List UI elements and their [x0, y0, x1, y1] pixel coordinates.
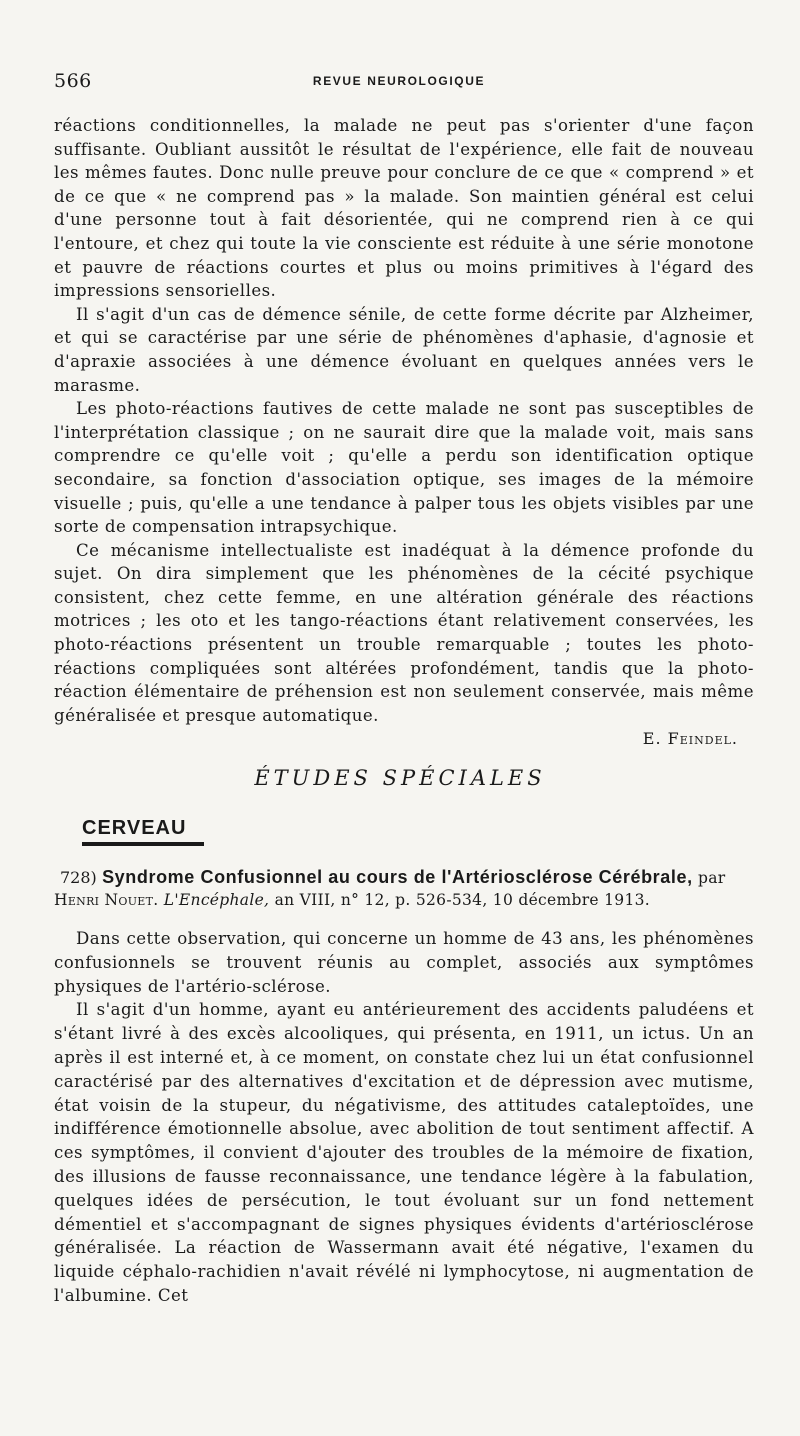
entry-journal: L'Encéphale, — [163, 891, 270, 909]
entry-author: Henri Nouet. — [54, 891, 159, 909]
entry-citation: an VIII, n° 12, p. 526-534, 10 décembre 1913. — [274, 891, 651, 909]
entry-body — [54, 927, 754, 1308]
entry-title: Syndrome Confusionnel au cours de l'Artériosclérose Cérébrale, — [102, 867, 693, 887]
abstract-entry — [54, 866, 754, 1308]
paragraph: Dans cette observation, qui concerne un homme de 43 ans, les phénomènes confusionnels se trouvent réunis au complet, associés aux symptômes physiques de l'artério-sclérose. — [54, 929, 754, 996]
running-title: REVUE NEUROLOGIQUE — [312, 74, 486, 88]
subsection-underline — [82, 842, 204, 846]
paragraph: Ce mécanisme intellectualiste est inadéquat à la démence profonde du sujet. On dira simplement que les phénomènes de la cécité psychique consistent, chez cette femme, en une altération générale des réactions motrices ; les oto et les tango-réactions étant relativement conservées, les photo-réactions présentent un trouble remarquable ; toutes les photo-réactions compliquées sont altérées profondément, tandis que la photo-réaction élémentaire de préhension est non seulement conservée, mais même généralisée et presque automatique. — [54, 540, 754, 725]
subsection-heading: CERVEAU — [82, 817, 187, 839]
paragraph: Il s'agit d'un homme, ayant eu antérieurement des accidents paludéens et s'étant livré à des excès alcooliques, qui présenta, en 1911, un ictus. Un an après il est interné et, à ce moment, on constate chez lui un état confusionnel caractérisé par des alternatives d'excitation et de dépression avec mutisme, état voisin de la stupeur, du négativisme, des attitudes cataleptoïdes, une indifférence émotionnelle absolue, avec abolition de tout sentiment affectif. A ces symptômes, il convient d'ajouter des troubles de la mémoire de fixation, des illusions de fausse reconnaissance, une tendance légère à la fabulation, quelques idées de persécution, le tout évoluant sur un fond nettement démentiel et s'accompagnant de signes physiques évidents d'artériosclérose généralisée. La réaction de Wassermann avait été négative, l'examen du liquide céphalo-rachidien n'avait révélé ni lymphocytose, ni augmentation de l'albumine. Cet — [54, 1000, 754, 1305]
section-heading: ÉTUDES SPÉCIALES — [254, 766, 546, 790]
citation-par: par — [697, 869, 726, 887]
author-signature: E. Feindel. — [642, 729, 738, 749]
entry-number: 728) — [60, 868, 97, 887]
review-continuation — [54, 114, 754, 751]
entry-header — [54, 866, 754, 911]
paragraph: réactions conditionnelles, la malade ne peut pas s'orienter d'une façon suffisante. Oubliant aussitôt le résultat de l'expérience, elle fait de nouveau les mêmes fautes. Donc nulle preuve pour conclure de ce que « comprend » et de ce que « ne comprend pas » la malade. Son maintien général est celui d'une personne tout à fait désorientée, qui ne comprend rien à ce qui l'entoure, et chez qui toute la vie consciente est réduite à une série monotone et pauvre de réactions courtes et plus ou moins primitives à l'égard des impressions sensorielles. — [54, 116, 754, 301]
paragraph: Il s'agit d'un cas de démence sénile, de cette forme décrite par Alzheimer, et qui se caractérise par une série de phénomènes d'aphasie, d'agnosie et d'apraxie associées à une démence évoluant en quelques années vers le marasme. — [54, 304, 754, 395]
paragraph: Les photo-réactions fautives de cette malade ne sont pas susceptibles de l'interprétation classique ; on ne saurait dire que la malade voit, mais sans comprendre ce qu'elle voit ; qu'elle a perdu son identification optique secondaire, sa fonction d'association optique, ses images de la mémoire visuelle ; puis, qu'elle a une tendance à palper tous les objets visibles par une sorte de compensation intrapsychique. — [54, 399, 754, 537]
page-header — [54, 70, 744, 94]
page-number: 566 — [54, 70, 92, 92]
